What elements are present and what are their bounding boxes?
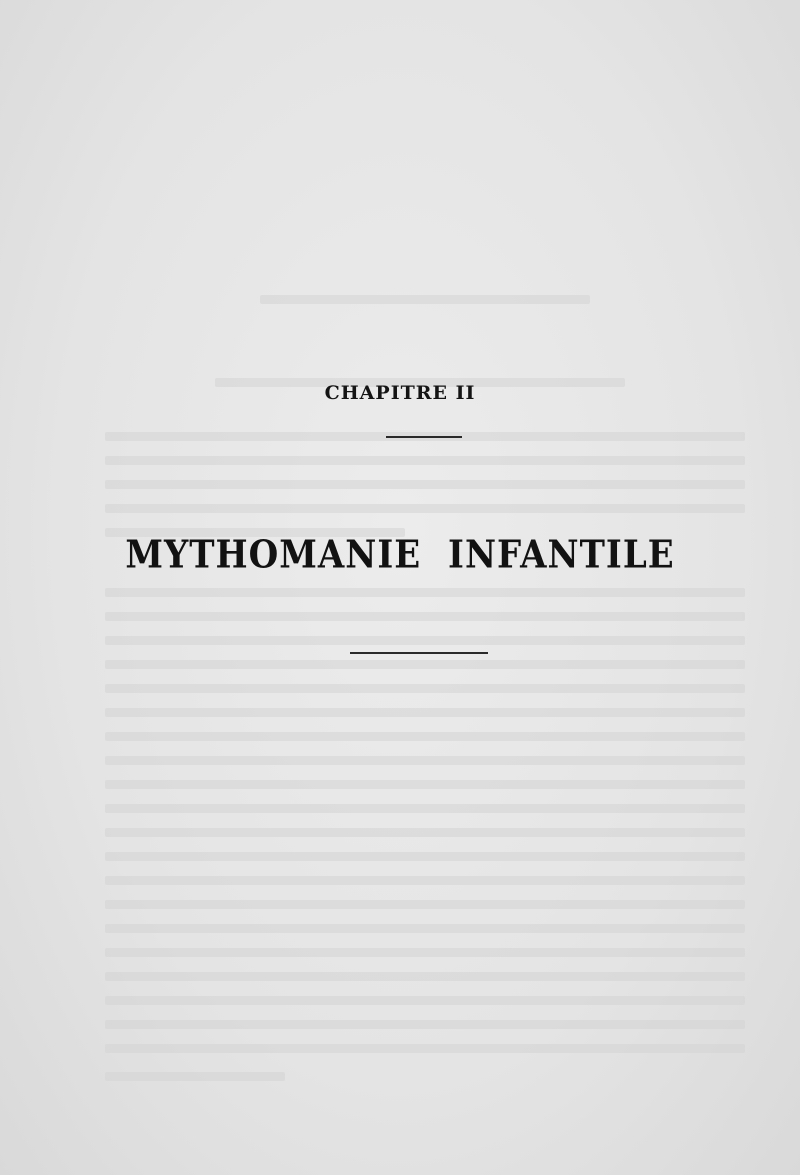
show-through-band <box>105 684 745 693</box>
chapter-underline-rule <box>386 436 462 438</box>
show-through-band <box>105 900 745 909</box>
show-through-band <box>105 612 745 621</box>
show-through-band <box>105 588 745 597</box>
show-through-band <box>105 972 745 981</box>
show-through-band <box>105 876 745 885</box>
show-through-band <box>105 480 745 489</box>
show-through-band <box>105 948 745 957</box>
show-through-band <box>105 924 745 933</box>
title-underline-rule <box>350 652 488 654</box>
show-through-band <box>105 1044 745 1053</box>
show-through-band <box>105 780 745 789</box>
show-through-band <box>105 708 745 717</box>
show-through-band <box>105 660 745 669</box>
show-through-band <box>105 732 745 741</box>
show-through-band <box>105 804 745 813</box>
show-through-band <box>105 456 745 465</box>
chapter-label: CHAPITRE II <box>324 382 476 404</box>
show-through-band <box>105 996 745 1005</box>
show-through-band <box>105 852 745 861</box>
show-through-band <box>105 828 745 837</box>
show-through-band <box>260 295 590 304</box>
show-through-band <box>105 636 745 645</box>
show-through-band <box>105 1072 285 1081</box>
show-through-band <box>105 756 745 765</box>
show-through-band <box>105 1020 745 1029</box>
page-title: MYTHOMANIE INFANTILE <box>125 532 675 578</box>
show-through-band <box>105 504 745 513</box>
